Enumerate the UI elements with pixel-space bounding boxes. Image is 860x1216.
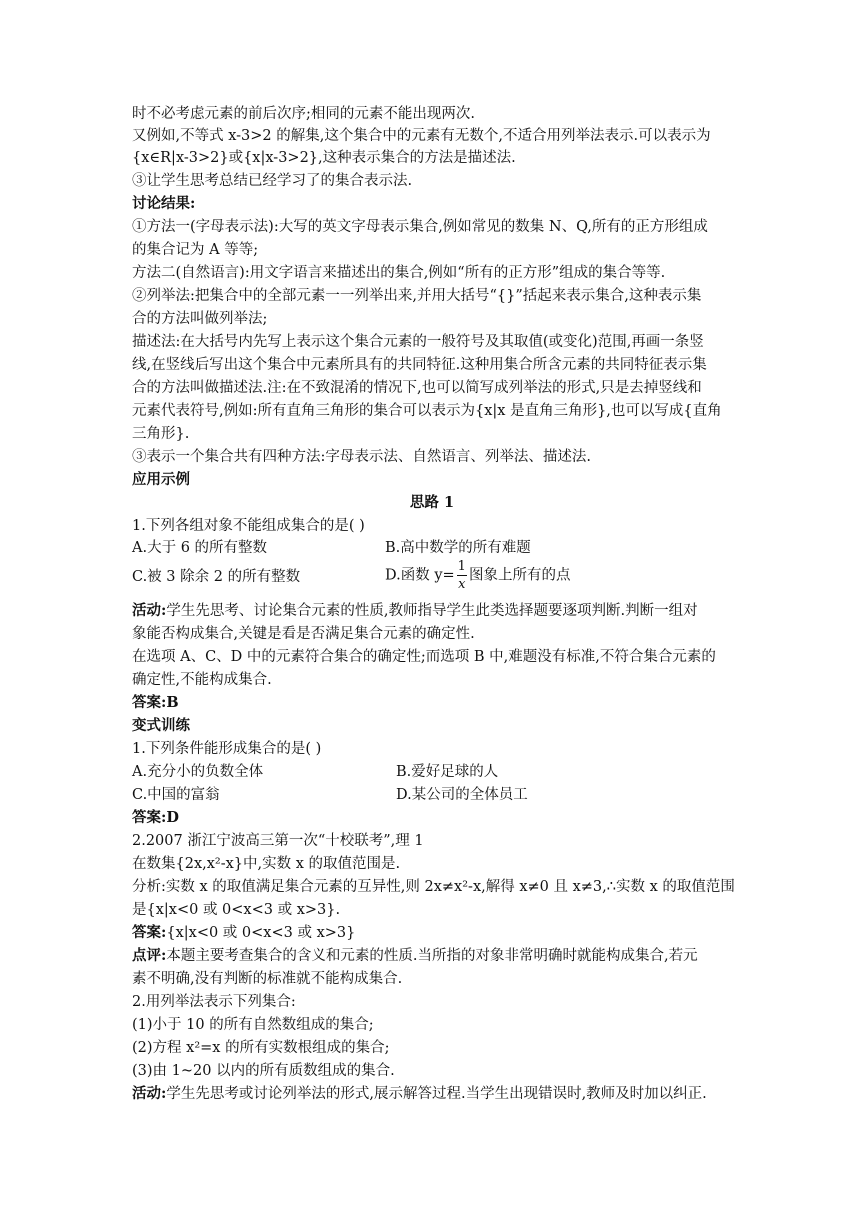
- question-line: 1.下列各组对象不能组成集合的是( ): [132, 518, 365, 534]
- text-line: 线,在竖线后写出这个集合中元素所具有的共同特征.这种用集合所含元素的共同特征表示集: [132, 357, 707, 373]
- text-line: 是{x|x<0 或 0<x<3 或 x>3}.: [132, 902, 341, 918]
- label-text: 活动:: [132, 602, 167, 619]
- label-text: 答案:: [132, 694, 167, 711]
- analysis-line: 分析:实数 x 的取值满足集合元素的互异性,则 2x≠x²-x,解得 x≠0 且 x≠3,∴实数 x 的取值范围: [132, 879, 735, 895]
- subsection-heading: 思路 1: [409, 494, 455, 511]
- text-line: ②列举法:把集合中的全部元素一一列举出来,并用大括号“{}”括起来表示集合,这种表示集: [132, 288, 702, 304]
- text-line: 象能否构成集合,关键是看是否满足集合元素的确定性.: [132, 626, 475, 642]
- option-d: D.函数 y= $\frac{1}{x}$ 图象上所有的点: [385, 559, 571, 592]
- text-line: 方法二(自然语言):用文字语言来描述出的集合,例如“所有的正方形”组成的集合等等.: [132, 265, 666, 281]
- section-heading: 应用示例: [132, 471, 190, 488]
- text-line: ①方法一(字母表示法):大写的英文字母表示集合,例如常见的数集 N、Q,所有的正方形组成: [132, 219, 708, 235]
- option-b: B.爱好足球的人: [396, 764, 499, 780]
- option-d: D.某公司的全体员工: [396, 787, 528, 803]
- option-a: A.大于 6 的所有整数: [132, 540, 268, 556]
- text-line: (2)方程 x²=x 的所有实数根组成的集合;: [132, 1040, 390, 1056]
- label-text: 答案:: [132, 924, 167, 941]
- text-line: 又例如,不等式 x-3>2 的解集,这个集合中的元素有无数个,不适合用列举法表示.可以表示为: [132, 128, 711, 144]
- text-line: 描述法:在大括号内先写上表示这个集合元素的一般符号及其取值(或变化)范围,再画一条竖: [132, 334, 704, 350]
- option-c: C.被 3 除余 2 的所有整数: [132, 569, 301, 585]
- activity-line: 活动:学生先思考或讨论列举法的形式,展示解答过程.当学生出现错误时,教师及时加以纠正.: [132, 1085, 707, 1102]
- activity-line: [132, 600, 732, 622]
- option-a: A.充分小的负数全体: [132, 764, 264, 780]
- options-row: [132, 761, 732, 783]
- label-text: 点评:: [132, 947, 167, 964]
- text-line: (3)由 1~20 以内的所有质数组成的集合.: [132, 1063, 395, 1079]
- comment-line: 点评:本题主要考查集合的含义和元素的性质.当所指的对象非常明确时就能构成集合,若元: [132, 947, 698, 964]
- section-heading: 讨论结果:: [132, 195, 196, 212]
- options-row: [132, 559, 732, 592]
- answer-line: 答案:B: [132, 694, 179, 711]
- options-row: [132, 537, 732, 559]
- label-text: 答案:: [132, 809, 167, 826]
- option-b: B.高中数学的所有难题: [385, 540, 531, 556]
- text-line: 在选项 A、C、D 中的元素符合集合的确定性;而选项 B 中,难题没有标准,不符合集合元素的: [132, 649, 716, 665]
- text-line: (1)小于 10 的所有自然数组成的集合;: [132, 1017, 374, 1033]
- text-line: 素不明确,没有判断的标准就不能构成集合.: [132, 971, 403, 987]
- text-line: ③让学生思考总结已经学习了的集合表示法.: [132, 173, 413, 189]
- question-line: 2.2007 浙江宁波高三第一次“十校联考”,理 1: [132, 833, 424, 849]
- question-line: 2.用列举法表示下列集合:: [132, 994, 296, 1010]
- answer-line: 答案:D: [132, 809, 179, 826]
- answer-line: 答案:{x|x<0 或 0<x<3 或 x>3}: [132, 924, 356, 941]
- text-line: 的集合记为 A 等等;: [132, 242, 259, 258]
- text-line: 在数集{2x,x²-x}中,实数 x 的取值范围是.: [132, 856, 401, 872]
- option-c: C.中国的富翁: [132, 787, 220, 803]
- question-line: 1.下列条件能形成集合的是( ): [132, 741, 322, 757]
- text-line: {x∈R|x-3>2}或{x|x-3>2},这种表示集合的方法是描述法.: [132, 150, 516, 166]
- text-line: 时不必考虑元素的前后次序;相同的元素不能出现两次.: [132, 106, 475, 122]
- text-line: 元素代表符号,例如:所有直角三角形的集合可以表示为{x|x 是直角三角形},也可以写成{直角: [132, 403, 722, 419]
- section-heading: 变式训练: [132, 717, 190, 734]
- text-line: 三角形}.: [132, 426, 190, 442]
- text-line: 合的方法叫做列举法;: [132, 311, 268, 327]
- label-text: 活动:: [132, 1085, 167, 1102]
- activity-text: 学生先思考、讨论集合元素的性质,教师指导学生此类选择题要逐项判断.判断一组对: [166, 603, 698, 619]
- text-line: 合的方法叫做描述法.注:在不致混淆的情况下,也可以简写成列举法的形式,只是去掉竖线和: [132, 380, 702, 396]
- text-line: ③表示一个集合共有四种方法:字母表示法、自然语言、列举法、描述法.: [132, 449, 591, 465]
- text-line: 确定性,不能构成集合.: [132, 672, 272, 688]
- options-row: [132, 784, 732, 806]
- fraction: $\frac{1}{x}$: [457, 559, 466, 592]
